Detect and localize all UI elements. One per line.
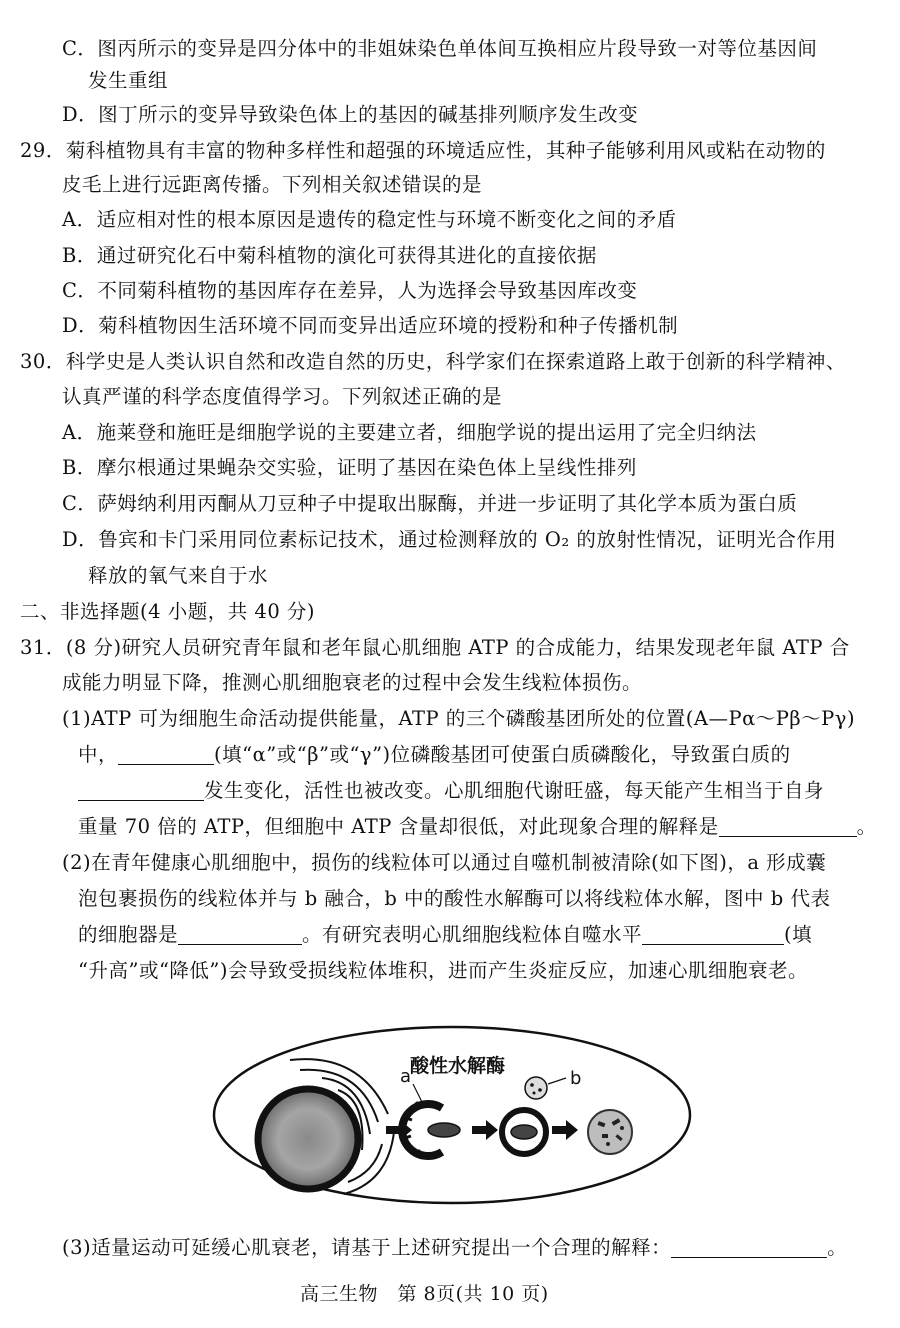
answer-blank-4[interactable] bbox=[178, 924, 302, 945]
answer-blank-2[interactable] bbox=[78, 780, 204, 801]
q29-stem-line1: 29．菊科植物具有丰富的物种多样性和超强的环境适应性，其种子能够利用风或粘在动物的 bbox=[20, 139, 826, 162]
nucleus bbox=[258, 1089, 358, 1189]
q30-option-c: C．萨姆纳利用丙酮从刀豆种子中提取出脲酶，并进一步证明了其化学本质为蛋白质 bbox=[62, 492, 798, 515]
answer-blank-1[interactable] bbox=[118, 744, 214, 765]
q29-stem-line2: 皮毛上进行远距离传播。下列相关叙述错误的是 bbox=[62, 173, 483, 196]
q31-part1-line4-text: 重量 70 倍的 ATP，但细胞中 ATP 含量却很低，对此现象合理的解释是 bbox=[78, 815, 719, 838]
q31-stem-line1: 31．(8 分)研究人员研究青年鼠和老年鼠心肌细胞 ATP 的合成能力，结果发现老年鼠 ATP 合 bbox=[20, 636, 850, 659]
q31-part3-end: 。 bbox=[827, 1236, 848, 1259]
damaged-mitochondrion bbox=[428, 1123, 460, 1137]
q31-part3-line bbox=[62, 1233, 847, 1263]
q31-part2-line1: (2)在青年健康心肌细胞中，损伤的线粒体可以通过自噬机制被清除(如下图)，a 形成囊 bbox=[62, 851, 827, 874]
q30-option-d-line1: D．鲁宾和卡门采用同位素标记技术，通过检测释放的 O₂ 的放射性情况，证明光合作用 bbox=[62, 528, 837, 551]
q29-option-c: C．不同菊科植物的基因库存在差异，人为选择会导致基因库改变 bbox=[62, 279, 638, 302]
q31-part1-line3-text: 发生变化，活性也被改变。心肌细胞代谢旺盛，每天能产生相当于自身 bbox=[204, 779, 825, 802]
lysosome-b bbox=[525, 1077, 547, 1099]
q31-stem-line2: 成能力明显下降，推测心肌细胞衰老的过程中会发生线粒体损伤。 bbox=[62, 671, 643, 694]
q30-stem-line2: 认真严谨的科学态度值得学习。下列叙述正确的是 bbox=[62, 385, 503, 408]
q30-option-a: A．施莱登和施旺是细胞学说的主要建立者，细胞学说的提出运用了完全归纳法 bbox=[62, 421, 757, 444]
autolysosome bbox=[588, 1110, 632, 1154]
q29-option-b: B．通过研究化石中菊科植物的演化可获得其进化的直接依据 bbox=[62, 244, 597, 267]
q29-option-a: A．适应相对性的根本原因是遗传的稳定性与环境不断变化之间的矛盾 bbox=[62, 208, 677, 231]
q31-part2-line3-end: (填 bbox=[784, 923, 813, 946]
page-footer: 高三生物 第 8页(共 10 页) bbox=[300, 1283, 549, 1305]
answer-blank-6[interactable] bbox=[671, 1237, 827, 1258]
q28-option-d: D．图丁所示的变异导致染色体上的基因的碱基排列顺序发生改变 bbox=[62, 103, 639, 126]
q31-part1-line2-rest: (填“α”或“β”或“γ”)位磷酸基团可使蛋白质磷酸化，导致蛋白质的 bbox=[214, 743, 791, 766]
q31-part1-line2-lead: 中， bbox=[78, 743, 119, 766]
q31-part2-line2: 泡包裹损伤的线粒体并与 b 融合，b 中的酸性水解酶可以将线粒体水解，图中 b 代表 bbox=[78, 887, 831, 910]
q31-part2-line4: “升高”或“降低”)会导致受损线粒体堆积，进而产生炎症反应，加速心肌细胞衰老。 bbox=[78, 959, 808, 982]
answer-blank-5[interactable] bbox=[642, 924, 784, 945]
q31-part1-line3 bbox=[78, 776, 824, 806]
q29-option-d: D．菊科植物因生活环境不同而变异出适应环境的授粉和种子传播机制 bbox=[62, 314, 679, 337]
mitophagy-diagram bbox=[210, 1022, 694, 1208]
q30-option-d-line2: 释放的氧气来自于水 bbox=[88, 564, 269, 587]
q30-stem-line1: 30．科学史是人类认识自然和改造自然的历史，科学家们在探索道路上敢于创新的科学精神、 bbox=[20, 350, 846, 373]
enzyme-label: 酸性水解酶 bbox=[410, 1055, 506, 1077]
q28-option-c-line1: C．图丙所示的变异是四分体中的非姐妹染色单体间互换相应片段导致一对等位基因间 bbox=[62, 37, 818, 60]
q31-part2-line3-mid: 。有研究表明心肌细胞线粒体自噬水平 bbox=[302, 923, 643, 946]
q31-part2-line3-lead: 的细胞器是 bbox=[78, 923, 179, 946]
q31-part1-line4-end: 。 bbox=[856, 815, 877, 838]
label-a: a bbox=[400, 1066, 412, 1087]
answer-blank-3[interactable] bbox=[719, 816, 857, 837]
q28-option-c-line2: 发生重组 bbox=[88, 69, 169, 92]
section-title: 二、非选择题(4 小题，共 40 分) bbox=[20, 600, 316, 623]
q30-option-b: B．摩尔根通过果蝇杂交实验，证明了基因在染色体上呈线性排列 bbox=[62, 456, 637, 479]
q31-part1-line1: (1)ATP 可为细胞生命活动提供能量，ATP 的三个磷酸基团所处的位置(A—Pα～Pβ～Pγ) bbox=[62, 707, 856, 730]
label-b: b bbox=[570, 1068, 582, 1089]
q31-part1-line4 bbox=[78, 812, 877, 842]
q31-part3-text: (3)适量运动可延缓心肌衰老，请基于上述研究提出一个合理的解释： bbox=[62, 1236, 672, 1259]
enclosed-mitochondrion bbox=[511, 1125, 537, 1139]
q31-part1-line2 bbox=[78, 740, 791, 770]
q31-part2-line3 bbox=[78, 920, 812, 950]
